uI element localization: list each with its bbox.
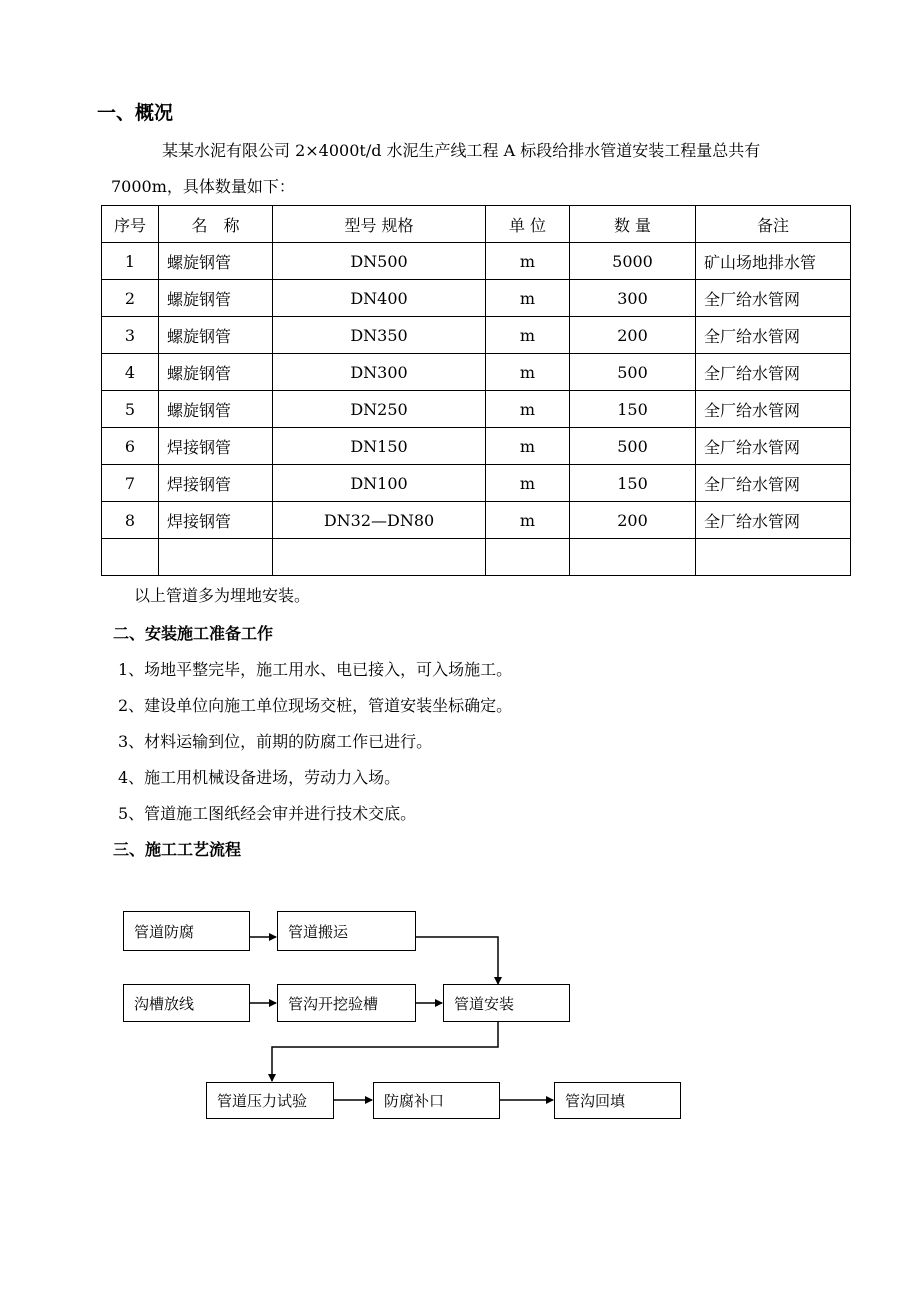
header-spec: 型号 规格 <box>273 206 486 243</box>
cell-qty: 200 <box>570 502 696 539</box>
cell-qty: 300 <box>570 280 696 317</box>
header-note: 备注 <box>696 206 851 243</box>
cell-note: 全厂给水管网 <box>696 391 851 428</box>
header-no: 序号 <box>102 206 159 243</box>
cell-spec: DN32—DN80 <box>273 502 486 539</box>
cell-name: 螺旋钢管 <box>159 280 273 317</box>
header-unit: 单 位 <box>486 206 570 243</box>
cell-name: 螺旋钢管 <box>159 354 273 391</box>
section-1-heading: 一、概况 <box>97 102 174 124</box>
cell-no: 6 <box>102 428 159 465</box>
cell-no: 2 <box>102 280 159 317</box>
prep-item: 4、施工用机械设备进场，劳动力入场。 <box>118 768 401 787</box>
cell-qty: 500 <box>570 354 696 391</box>
cell-spec: DN250 <box>273 391 486 428</box>
cell-note: 全厂给水管网 <box>696 354 851 391</box>
cell-unit: m <box>486 280 570 317</box>
cell-spec: DN400 <box>273 280 486 317</box>
cell-no: 5 <box>102 391 159 428</box>
cell-no: 7 <box>102 465 159 502</box>
cell-qty: 200 <box>570 317 696 354</box>
cell-qty: 500 <box>570 428 696 465</box>
header-qty: 数 量 <box>570 206 696 243</box>
header-name: 名 称 <box>159 206 273 243</box>
prep-item: 2、建设单位向施工单位现场交桩，管道安装坐标确定。 <box>118 696 513 715</box>
cell-spec: DN100 <box>273 465 486 502</box>
cell-note: 全厂给水管网 <box>696 465 851 502</box>
cell-no: 3 <box>102 317 159 354</box>
cell-name: 焊接钢管 <box>159 502 273 539</box>
cell-spec: DN150 <box>273 428 486 465</box>
cell-note: 矿山场地排水管 <box>696 243 851 280</box>
cell-spec: DN350 <box>273 317 486 354</box>
cell-spec: DN500 <box>273 243 486 280</box>
cell-unit: m <box>486 317 570 354</box>
cell-qty: 5000 <box>570 243 696 280</box>
cell-name: 螺旋钢管 <box>159 317 273 354</box>
cell-note: 全厂给水管网 <box>696 317 851 354</box>
flow-box-pressure-test: 管道压力试验 <box>206 1082 334 1119</box>
cell-name: 螺旋钢管 <box>159 243 273 280</box>
flow-box-backfill: 管沟回填 <box>554 1082 681 1119</box>
cell-qty: 150 <box>570 465 696 502</box>
cell-unit: m <box>486 465 570 502</box>
cell-unit: m <box>486 243 570 280</box>
flow-box-transport: 管道搬运 <box>277 911 416 951</box>
cell-name: 焊接钢管 <box>159 428 273 465</box>
cell-unit: m <box>486 354 570 391</box>
flow-box-anticorrosion: 管道防腐 <box>123 911 250 951</box>
section-2-heading: 二、安装施工准备工作 <box>113 624 274 643</box>
cell-qty: 150 <box>570 391 696 428</box>
cell-name: 焊接钢管 <box>159 465 273 502</box>
cell-unit: m <box>486 502 570 539</box>
flow-box-trench-dig: 管沟开挖验槽 <box>277 984 416 1022</box>
flow-box-install: 管道安装 <box>443 984 570 1022</box>
arrow-install-to-pressure-test <box>272 1021 498 1081</box>
cell-unit: m <box>486 391 570 428</box>
prep-item: 5、管道施工图纸经会审并进行技术交底。 <box>118 804 417 823</box>
intro-line-2: 7000m，具体数量如下： <box>111 177 295 196</box>
cell-no: 4 <box>102 354 159 391</box>
flow-box-patch: 防腐补口 <box>373 1082 500 1119</box>
cell-note: 全厂给水管网 <box>696 502 851 539</box>
flow-box-trench-layout: 沟槽放线 <box>123 984 250 1022</box>
cell-note: 全厂给水管网 <box>696 280 851 317</box>
prep-item: 1、场地平整完毕，施工用水、电已接入，可入场施工。 <box>118 660 513 679</box>
cell-unit: m <box>486 428 570 465</box>
table-footnote: 以上管道多为埋地安装。 <box>134 586 311 605</box>
arrow-transport-to-install <box>416 937 498 984</box>
section-3-heading: 三、施工工艺流程 <box>113 840 242 859</box>
cell-note: 全厂给水管网 <box>696 428 851 465</box>
cell-spec: DN300 <box>273 354 486 391</box>
cell-no: 8 <box>102 502 159 539</box>
prep-item: 3、材料运输到位，前期的防腐工作已进行。 <box>118 732 433 751</box>
cell-name: 螺旋钢管 <box>159 391 273 428</box>
cell-no: 1 <box>102 243 159 280</box>
intro-line-1: 某某水泥有限公司 2×4000t/d 水泥生产线工程 A 标段给排水管道安装工程量总共有 <box>162 141 761 160</box>
